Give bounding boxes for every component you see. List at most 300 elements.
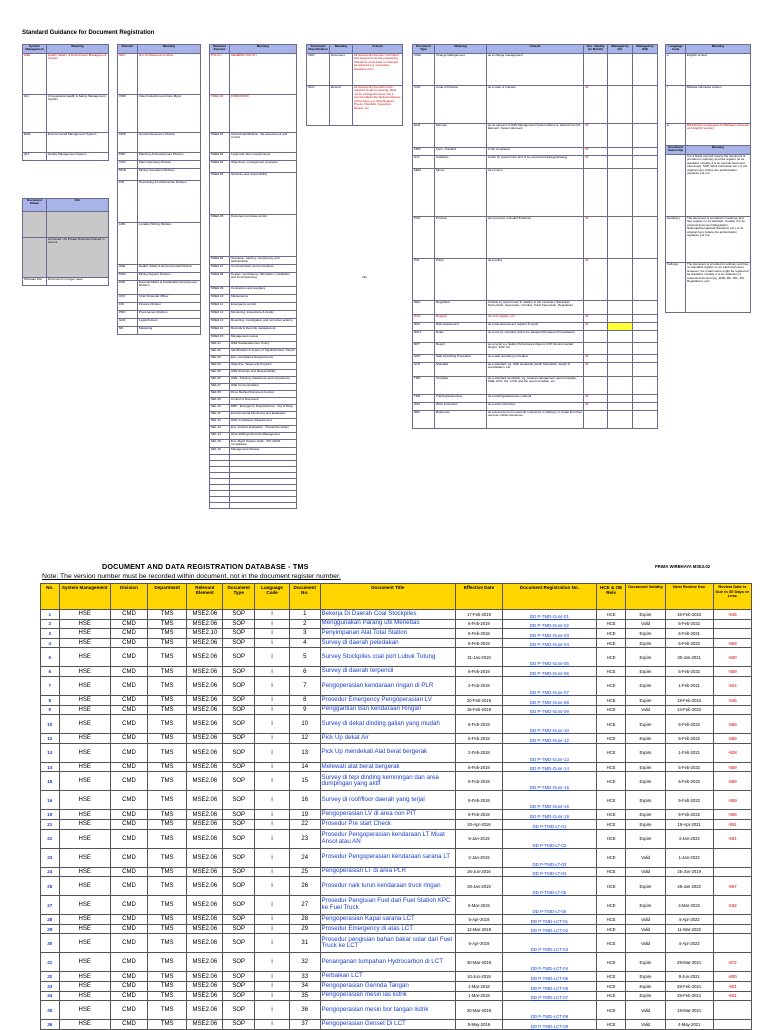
table-cell: i — [255, 648, 290, 667]
table-cell: SOP — [223, 715, 255, 734]
table-cell: MSE2.06 — [187, 705, 223, 715]
cell: Control of Document — [230, 398, 297, 405]
table-cell: CMD — [110, 676, 147, 695]
table-cell: MSE2.06 — [187, 715, 223, 734]
cell: CMD — [118, 95, 138, 133]
cell — [584, 301, 608, 315]
table-cell: HSE — [59, 619, 110, 629]
cell — [608, 377, 633, 395]
registration-link[interactable]: DD P-TMD-Gunr-15 — [502, 772, 596, 791]
table-cell: i — [255, 829, 290, 848]
table-cell: Expire — [626, 772, 665, 791]
table-cell: -851 — [713, 819, 751, 829]
table-row — [41, 715, 752, 734]
cell: Drive Drillings Records Management — [230, 433, 297, 440]
cell: 36 — [584, 124, 608, 148]
col-header: Document Type — [223, 584, 255, 610]
cell: RSK — [413, 323, 435, 331]
cell: as a memo — [487, 169, 584, 217]
table-cell: i — [255, 924, 290, 934]
table-cell: 1-Mar-2018 — [455, 991, 502, 1001]
table-cell: HCE — [596, 924, 625, 934]
cell — [608, 323, 633, 331]
cell: as a standard, eg. HSE standards (Hold) Standards, design & specification, etc. — [487, 363, 584, 377]
cell: MSE2.00 — [210, 95, 230, 133]
table-cell: HSE — [59, 848, 110, 867]
cell: COD — [118, 161, 138, 169]
document-title-cell: Penggantian Ban kendaraan Ringan — [320, 705, 455, 715]
table-cell: 29-Jan-2019 — [455, 877, 502, 896]
table-cell: HCE — [596, 915, 625, 925]
cell: 36 — [584, 86, 608, 124]
registration-link[interactable]: DD P-TMD-Gunr-01 — [502, 610, 596, 620]
cell: Human Resources Division — [138, 133, 201, 153]
table-cell: i — [255, 848, 290, 867]
registration-link[interactable]: DD P-TMD-Gunr-09 — [502, 705, 596, 715]
registration-link[interactable]: DD P-TMD-LCT-07 — [502, 991, 596, 1001]
table-cell: CMD — [110, 610, 147, 620]
table-cell: 9-Jun-2021 — [665, 972, 713, 982]
table-cell: Expire — [626, 667, 665, 677]
table-cell: 15 — [289, 772, 320, 791]
registration-link[interactable]: DD P-TMD-LCT-09 — [502, 1020, 596, 1030]
table-cell: Valid — [626, 705, 665, 715]
table-cell: Valid — [626, 1020, 665, 1030]
table-cell: 5-Feb-2022 — [665, 734, 713, 744]
table-cell: MSE2.06 — [187, 991, 223, 1001]
table-cell: SOP — [223, 1020, 255, 1030]
table-cell: Valid — [626, 934, 665, 953]
table-cell: MSE2.06 — [187, 762, 223, 772]
table-cell: HCE — [596, 648, 625, 667]
table-cell: TMS — [148, 676, 187, 695]
table-cell: MSE2.06 — [187, 667, 223, 677]
registration-link[interactable]: DD P-TMD-LT-02 — [502, 829, 596, 848]
document-title-cell: Prosedur Pengoperasian kendaraan LT Muat Ansol atau AN — [320, 829, 455, 848]
table-cell: 23 — [289, 829, 320, 848]
registration-link[interactable]: DD P-TMD-LCT-08 — [502, 1001, 596, 1020]
cell: as a work instruction — [487, 403, 584, 411]
cell — [633, 54, 658, 86]
table-cell: i — [255, 915, 290, 925]
table-cell: HCE — [596, 619, 625, 629]
document-title-cell: Perbaikan LCT — [320, 972, 455, 982]
table-cell: MSE2.06 — [187, 648, 223, 667]
cell: Document Status — [23, 199, 47, 212]
registration-link[interactable]: DD P-TMD-Gunr-19 — [502, 810, 596, 820]
cell — [608, 259, 633, 301]
table-cell: i — [255, 981, 290, 991]
document-title-cell: Survey di dekat dinding galian yang mudah — [320, 715, 455, 734]
registration-link[interactable]: DD P-TMD-LCT-01 — [502, 915, 596, 925]
cell: Memo — [435, 169, 487, 217]
cell — [666, 155, 686, 217]
table-cell: 13 — [41, 743, 60, 762]
cell: Environmental Management System — [47, 133, 109, 153]
table-cell: MSE2.06 — [187, 915, 223, 925]
table-cell: 16 — [289, 791, 320, 810]
table-cell: i — [255, 629, 290, 639]
cell: SE1.15 — [210, 440, 230, 448]
cell: HSE — [23, 54, 47, 95]
cell: MSE2.12 — [210, 311, 230, 319]
table-cell: 33 — [41, 981, 60, 991]
table-cell: MSE2.06 — [187, 924, 223, 934]
registration-link[interactable]: DD P-TMD-Gunr-16 — [502, 791, 596, 810]
cell: Planning & Development Division — [138, 153, 201, 161]
table-cell: HSE — [59, 972, 110, 982]
table-cell: CMD — [110, 638, 147, 648]
table-cell: HSE — [59, 934, 110, 953]
cell: TRN — [413, 395, 435, 403]
cell — [584, 377, 608, 395]
cell: HSE - Training, Awareness and competence — [230, 377, 297, 384]
table-cell: 5-Feb-2022 — [665, 772, 713, 791]
cell: Bahasa Indonesia version — [686, 86, 751, 124]
cell: 24 — [584, 323, 608, 331]
cell — [47, 212, 109, 238]
table-cell: i — [255, 638, 290, 648]
table-cell: HCE — [596, 1020, 625, 1030]
document-title-cell: Penanganan tumpahan Hydrocarbon di LCT — [320, 953, 455, 972]
table-cell: 6-Feb-2019 — [455, 772, 502, 791]
table-cell: HCE — [596, 610, 625, 620]
registration-link[interactable]: DD P-TMD-Gunr-04 — [502, 638, 596, 648]
cell: MCB — [118, 133, 138, 153]
table-cell: MSE2.06 — [187, 638, 223, 648]
col-header: Managed by HSE — [633, 45, 658, 54]
table-cell: Expire — [626, 648, 665, 667]
table-cell: 35 — [289, 991, 320, 1001]
cell: as a document form external / reference in softcopy or model form that used as critical references — [487, 411, 584, 429]
document-status-table — [22, 198, 109, 286]
cell: COP — [413, 86, 435, 124]
table-cell: 6-Feb-2019 — [455, 715, 502, 734]
table-cell: HCE — [596, 715, 625, 734]
table-row — [41, 772, 752, 791]
table-cell: -559 — [713, 810, 751, 820]
cell — [633, 343, 658, 355]
table-cell: SOP — [223, 676, 255, 695]
table-cell: TMS — [148, 877, 187, 896]
table-cell: Expire — [626, 629, 665, 639]
col-header: Review Date Is Due in 30 Days or Less — [713, 584, 751, 610]
table-cell: 28 — [41, 915, 60, 925]
table-cell — [713, 619, 751, 629]
table-cell: 12-Mar-2019 — [455, 924, 502, 934]
registration-link[interactable]: DD P-TMD-LCT-04 — [502, 953, 596, 972]
table-cell: 14 — [41, 762, 60, 772]
table-cell: 6-Feb-2019 — [455, 667, 502, 677]
table-cell: MSE2.06 — [187, 1001, 223, 1020]
table-cell: i — [255, 810, 290, 820]
cell: EMS — [23, 133, 47, 153]
document-title-cell: Pengoperasian kendaraan ringan di PLR — [320, 676, 455, 695]
cell: MSE2.08 — [210, 273, 230, 287]
table-cell: i — [255, 867, 290, 877]
table-cell: SOP — [223, 629, 255, 639]
table-cell: 19 — [289, 810, 320, 820]
table-cell: Expire — [626, 743, 665, 762]
col-header: Relevant Element — [210, 45, 230, 54]
document-title-cell: Survey di tepi dinding kemiringan dan area dumpingan yang aktif — [320, 772, 455, 791]
cell: MK — [118, 327, 138, 335]
table-cell: -559 — [713, 638, 751, 648]
table-cell: Expire — [626, 972, 665, 982]
table-cell: CMD — [110, 743, 147, 762]
table-cell: 34 — [41, 991, 60, 1001]
cell: i — [666, 86, 686, 124]
registration-link[interactable]: DD P-TMD-Gunr-05 — [502, 648, 596, 667]
cell — [633, 411, 658, 429]
col-header: Meaning — [435, 45, 487, 54]
table-cell: HCE — [596, 638, 625, 648]
cell — [584, 411, 608, 429]
table-cell: TMS — [148, 734, 187, 744]
table-cell: 24 — [41, 867, 60, 877]
register-table — [40, 583, 752, 1030]
cell — [608, 363, 633, 377]
cell: HSE Communication — [230, 384, 297, 391]
table-row — [41, 667, 752, 677]
table-cell — [713, 867, 751, 877]
registration-link[interactable]: DD P-TMD-LCT-05 — [502, 972, 596, 982]
registration-link[interactable]: DD P-TMD-LT-05 — [502, 877, 596, 896]
cell: Identification & Aspect of Significant Env. Aspect — [230, 349, 297, 356]
cell: It is a blank cell and means the document is provided in softcopy and has register no as standard. Usually, it is an internal document (document, SOP, Work Instruction etc.) or (its original copy (where the authorization signature put on). — [686, 155, 751, 217]
table-cell: 1 — [289, 610, 320, 620]
cell: PCD — [413, 217, 435, 259]
registration-link[interactable]: DD P-TMD-LT-06 — [502, 896, 596, 915]
table-cell: HCE — [596, 705, 625, 715]
cell — [608, 156, 633, 169]
mid-note: Info — [362, 275, 368, 279]
registration-link[interactable]: DD P-TMD-Gunr-14 — [502, 762, 596, 772]
cell: MSE2.09 — [210, 287, 230, 295]
document-title-cell: Survey di daerah peledakan — [320, 638, 455, 648]
col-header: Doc. Validity (in Month) — [584, 45, 608, 54]
registration-link[interactable]: DD P-TMD-Gunr-08 — [502, 695, 596, 705]
table-cell: 14-Feb-2022 — [665, 705, 713, 715]
table-cell: i — [255, 953, 290, 972]
registration-link[interactable]: DD P-TMD-Gunr-03 — [502, 629, 596, 639]
table-cell: Expire — [626, 695, 665, 705]
table-cell: -532 — [713, 896, 751, 915]
table-cell: 5-Mar-2019 — [455, 896, 502, 915]
table-cell: Expire — [626, 791, 665, 810]
registration-link[interactable]: DD P-TMD-LT-01 — [502, 819, 596, 829]
table-cell: 2-Feb-2018 — [455, 743, 502, 762]
col-header: Document Ownership — [666, 146, 686, 155]
registration-link[interactable]: DD P-TMD-Gunr-13 — [502, 743, 596, 762]
registration-link[interactable]: DD P-TMD-LT-04 — [502, 867, 596, 877]
cell: The document is provided in softcopy and has no standard register no for each document. However, the model name might be registered as standard. Usually, it is an collection of external document (eg. ANSI, BS, ISO, JIS, Regulations, etc) — [686, 263, 751, 313]
cell: 36 — [584, 156, 608, 169]
table-cell: MSE2.06 — [187, 619, 223, 629]
cell: SE1.02 — [210, 349, 230, 356]
registration-link[interactable]: DD P-TMD-Gunr-07 — [502, 676, 596, 695]
table-cell: -567 — [713, 877, 751, 896]
registration-link[interactable]: DD P-TMD-Gunr-10 — [502, 715, 596, 734]
col-header: Next Review Due — [665, 584, 713, 610]
table-row — [41, 629, 752, 639]
table-cell: 31 — [289, 934, 320, 953]
registration-link[interactable]: DD P-TMD-Gunr-12 — [502, 734, 596, 744]
cell: Maintenance — [230, 295, 297, 303]
registration-link[interactable]: DD P-TMD-LCT-03 — [502, 934, 596, 953]
cell — [633, 148, 658, 156]
table-cell: Expire — [626, 953, 665, 972]
cell: Regulation — [435, 301, 487, 315]
table-cell: 4 — [41, 638, 60, 648]
document-title-cell: Pengoperasian Gerinda Tangan — [320, 981, 455, 991]
table-cell: 27 — [41, 896, 60, 915]
cell — [608, 355, 633, 363]
cell: MSE2.02 — [210, 153, 230, 161]
cell: GENERAL POLICY — [230, 54, 297, 95]
col-header: No. — [41, 584, 60, 610]
table-cell: 31 — [41, 953, 60, 972]
cell: POL — [413, 259, 435, 301]
table-cell — [713, 934, 751, 953]
table-cell: TMS — [148, 981, 187, 991]
table-cell: TMS — [148, 810, 187, 820]
table-cell: MSE2.10 — [187, 629, 223, 639]
cell: Legal Division — [138, 319, 201, 327]
table-cell: 1-Jan-2022 — [665, 848, 713, 867]
cell: e — [666, 54, 686, 86]
cell: Element — [435, 124, 487, 148]
registration-link[interactable]: DD P-TMD-Gunr-06 — [502, 667, 596, 677]
table-cell: TMS — [148, 972, 187, 982]
table-cell: 25 — [289, 867, 320, 877]
table-cell: TMS — [148, 934, 187, 953]
table-cell: SOP — [223, 1001, 255, 1020]
table-cell: CMD — [110, 934, 147, 953]
table-cell: SOP — [223, 619, 255, 629]
table-cell: TMS — [148, 1001, 187, 1020]
table-cell: Expire — [626, 829, 665, 848]
registration-link[interactable]: DD P-TMD-LCT-02 — [502, 924, 596, 934]
table-cell: HCE — [596, 667, 625, 677]
table-row — [41, 953, 752, 972]
table-cell: 24 — [289, 848, 320, 867]
table-cell: -901 — [713, 981, 751, 991]
table-cell: SOP — [223, 848, 255, 867]
col-header: Meaning — [686, 45, 751, 54]
table-cell: SOP — [223, 991, 255, 1001]
cell — [608, 86, 633, 124]
cell: Occupational Health & Safety Management System — [47, 95, 109, 133]
col-header: Meaning — [230, 45, 297, 54]
table-cell: -559 — [713, 715, 751, 734]
cell: MSD — [118, 273, 138, 281]
table-cell: Expire — [626, 991, 665, 1001]
table-cell: CMD — [110, 619, 147, 629]
table-cell: HSE — [59, 648, 110, 667]
table-cell: 35 — [41, 1001, 60, 1020]
table-cell: HCE — [596, 1001, 625, 1020]
table-cell: -901 — [713, 991, 751, 1001]
table-cell: 9 — [41, 705, 60, 715]
empty-cell — [230, 502, 297, 508]
table-cell: HCE — [596, 695, 625, 705]
table-cell: CMD — [110, 1001, 147, 1020]
cell: Softcopy — [666, 263, 686, 313]
cell: SE1.10 — [210, 405, 230, 412]
table-cell: 28 — [289, 915, 320, 925]
table-cell — [713, 915, 751, 925]
cell — [608, 54, 633, 86]
cell: PDD — [118, 153, 138, 161]
table-cell: i — [255, 705, 290, 715]
document-title-cell: Menggunakan Parang utk Menebas — [320, 619, 455, 629]
cell: Marketing — [138, 327, 201, 335]
col-header: Managed by Div — [608, 45, 633, 54]
cell: ei — [666, 124, 686, 146]
table-cell: SOP — [223, 705, 255, 715]
table-cell: i — [255, 972, 290, 982]
cell — [584, 331, 608, 343]
registration-link[interactable]: DD P-TMD-LT-03 — [502, 848, 596, 867]
table-cell: TMS — [148, 991, 187, 1001]
table-cell: MSE2.06 — [187, 743, 223, 762]
document-title-cell: Prosedur Emergency Pengoperasian LV — [320, 695, 455, 705]
registration-link[interactable]: DD P-TMD-Gunr-02 — [502, 619, 596, 629]
registration-link[interactable]: DD P-TMD-LCT-06 — [502, 981, 596, 991]
table-row — [41, 676, 752, 695]
cell: SE1.01 — [210, 342, 230, 349]
table-row — [41, 819, 752, 829]
table-cell: Expire — [626, 981, 665, 991]
col-header: Effective Date — [455, 584, 502, 610]
table-cell: 6-Feb-2019 — [455, 619, 502, 629]
cell — [633, 156, 658, 169]
cell: MEM — [413, 169, 435, 217]
cell: as a training/awareness material — [487, 395, 584, 403]
table-cell: TMS — [148, 924, 187, 934]
cell: SE1.06 — [210, 377, 230, 384]
document-title-cell: Prosedur pengisian bahan bakar solar dari Fuel Truck ke LCT — [320, 934, 455, 953]
cell: HSE Structure and Responsibility — [230, 370, 297, 377]
table-cell: 5-Feb-2022 — [665, 791, 713, 810]
table-row — [41, 829, 752, 848]
table-cell: HSE — [59, 1020, 110, 1030]
table-cell: HSE — [59, 953, 110, 972]
table-row — [41, 648, 752, 667]
table-cell: SOP — [223, 867, 255, 877]
table-cell: 1 — [41, 610, 60, 620]
cell — [633, 315, 658, 323]
table-cell: 2 — [41, 619, 60, 629]
col-header: Language Code — [666, 45, 686, 54]
table-cell: HSE — [59, 981, 110, 991]
cell: as a change management — [487, 54, 584, 86]
cell: as a safe operating procedure — [487, 355, 584, 363]
cell: Environmental Monitoring and Evaluation — [230, 412, 297, 419]
col-header: Document No. — [289, 584, 320, 610]
cell: GAD — [118, 319, 138, 327]
table-cell: SOP — [223, 915, 255, 925]
table-cell: HCE — [596, 991, 625, 1001]
table-cell: 3 — [289, 629, 320, 639]
cell: 36 — [584, 259, 608, 301]
cell: GUI — [413, 156, 435, 169]
table-cell: 4-Jan-2022 — [665, 829, 713, 848]
table-cell: -800 — [713, 972, 751, 982]
table-row — [41, 705, 752, 715]
table-cell: i — [255, 1020, 290, 1030]
